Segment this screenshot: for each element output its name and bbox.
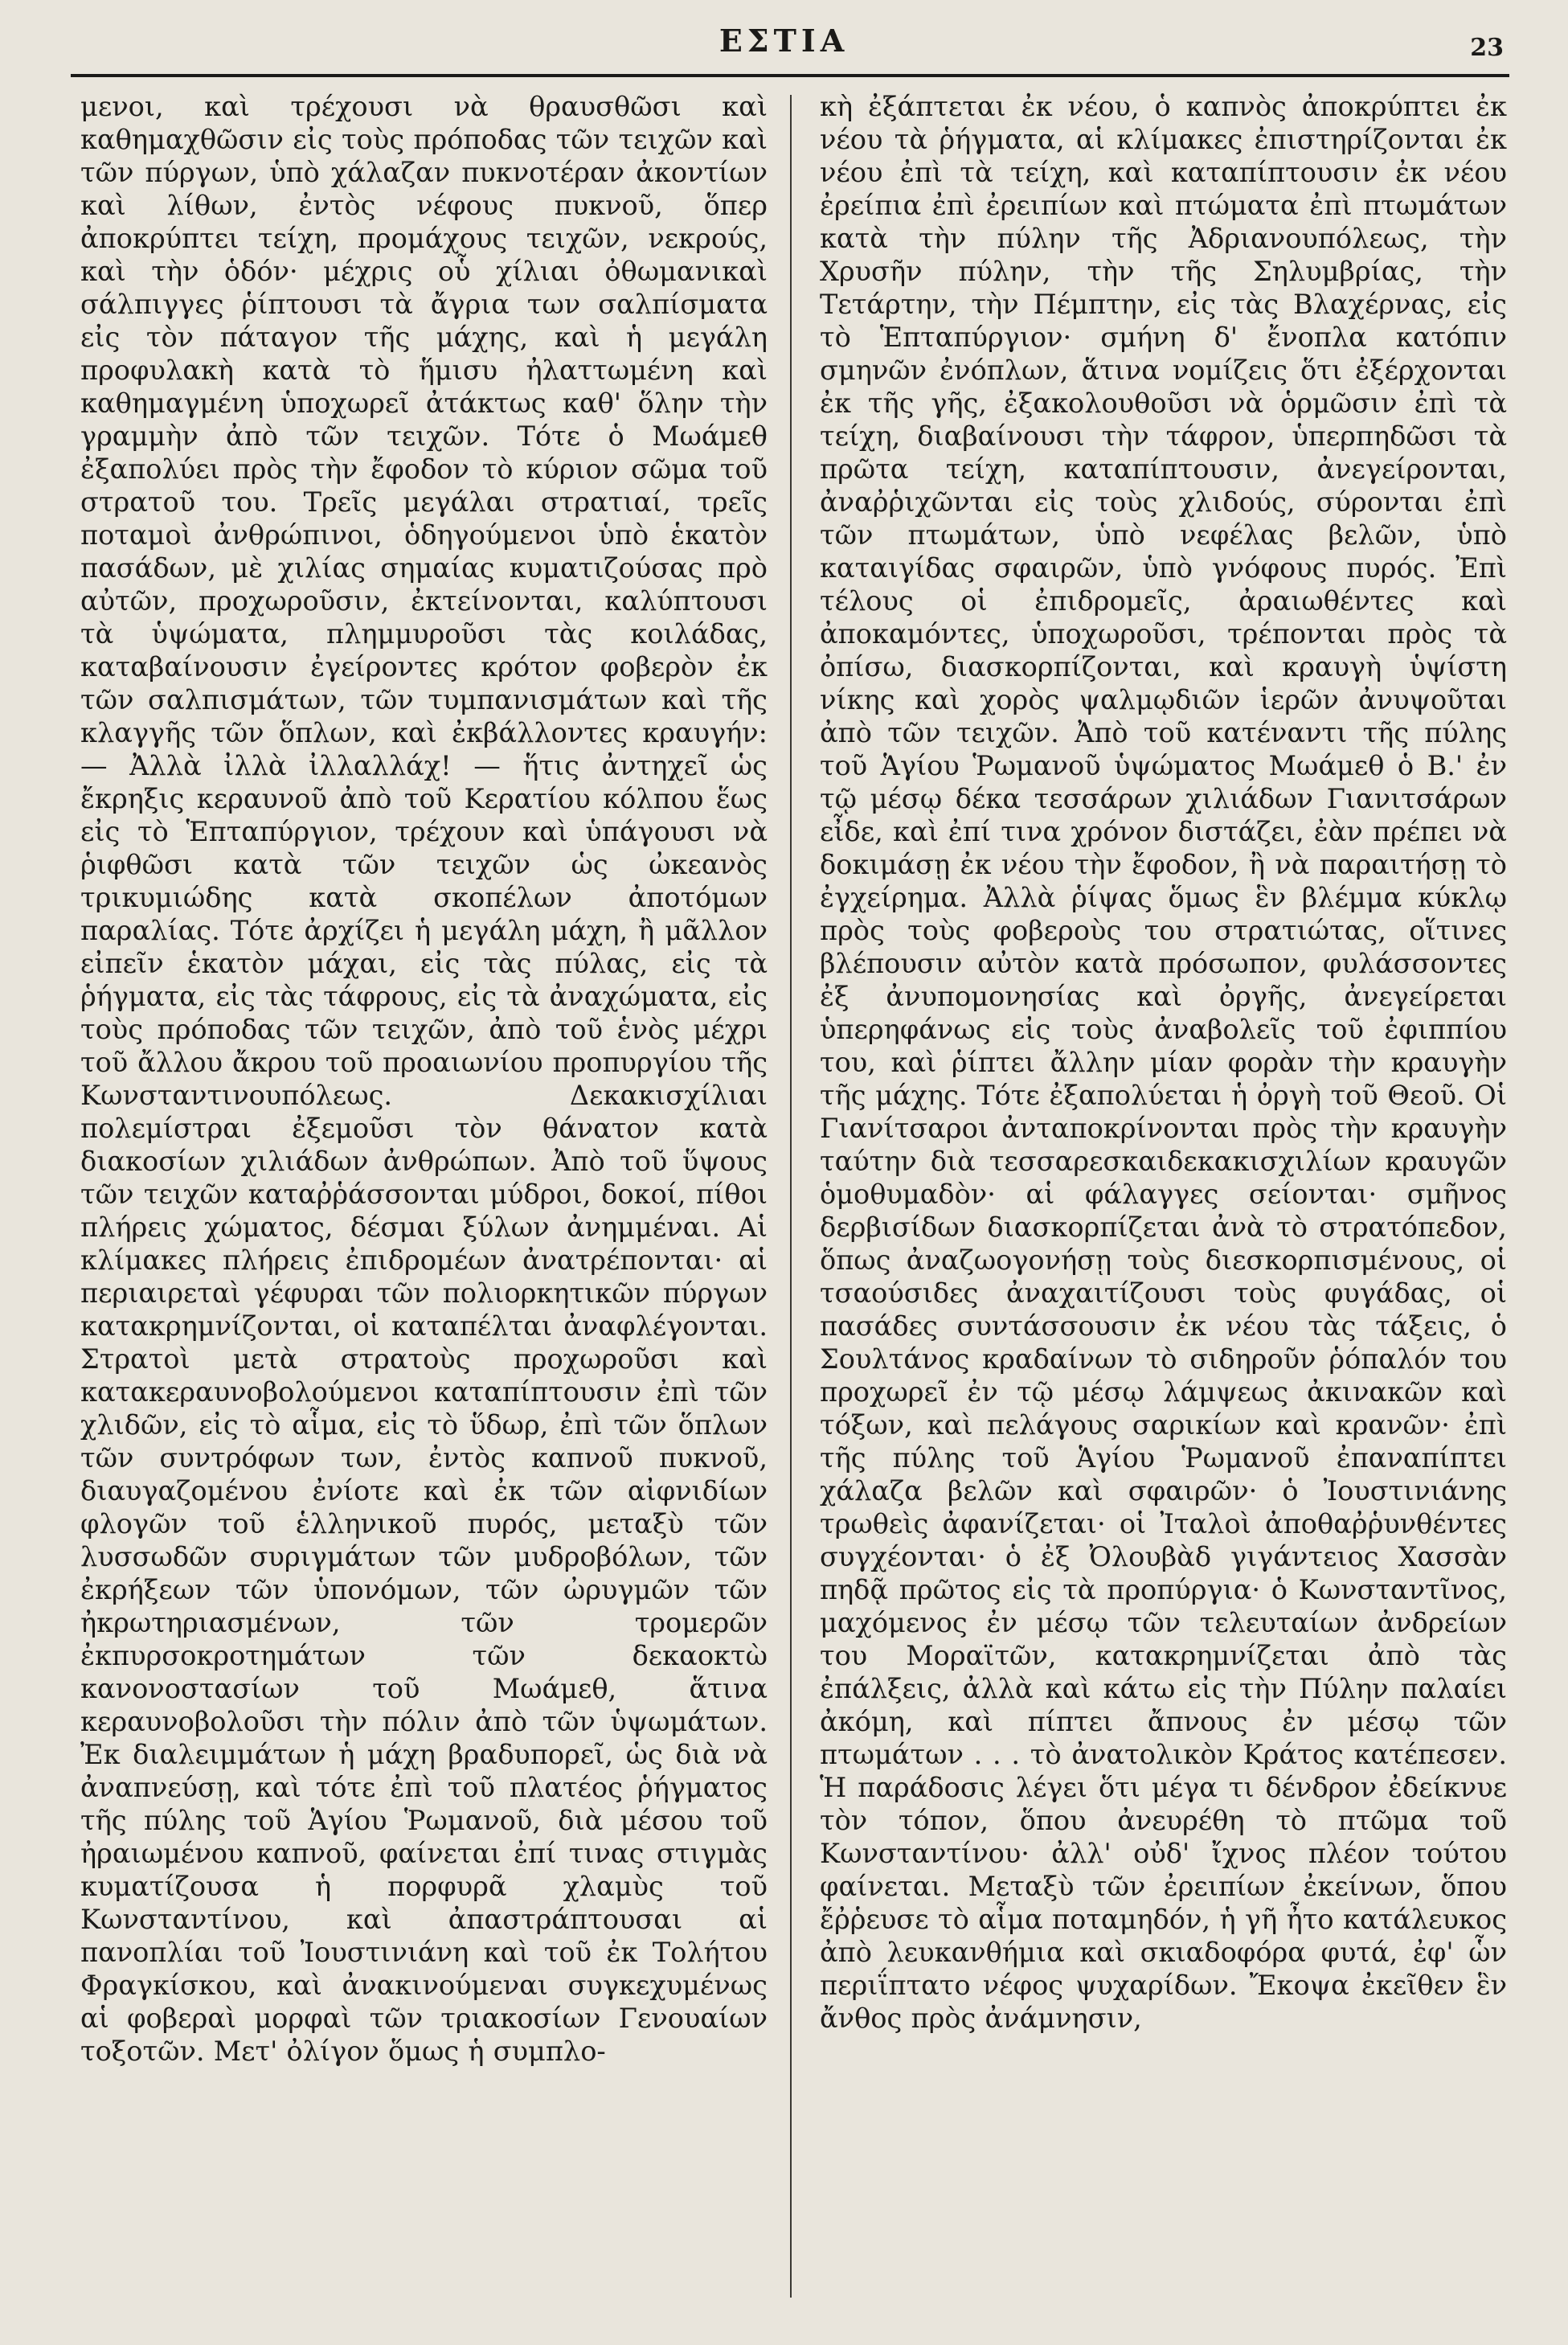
column-divider (790, 95, 792, 2298)
left-column-text: μενοι, καὶ τρέχουσι νὰ θραυσθῶσι καὶ καθημαχθῶσιν εἰς τοὺς πρόποδας τῶν τειχῶν καὶ τῶν πύργων, ὑπὸ χάλαζαν πυκνοτέραν ἀκοντίων καὶ λίθων, ἐντὸς νέφους πυκνοῦ, ὅπερ ἀποκρύπτει τείχη, προμάχους τειχῶν, νεκρούς, καὶ τὴν ὁδόν· μέχρις οὗ χίλιαι ὀθωμανικαὶ σάλπιγγες ῥίπτουσι τὰ ἄγρια των σαλπίσματα εἰς τὸν πάταγον τῆς μάχης, καὶ ἡ μεγάλη προφυλακὴ κατὰ τὸ ἥμισυ ἠλαττωμένη καὶ καθημαγμένη ὑποχωρεῖ ἀτάκτως καθ' ὅλην τὴν γραμμὴν ἀπὸ τῶν τειχῶν. Τότε ὁ Μωάμεθ ἐξαπολύει πρὸς τὴν ἔφοδον τὸ κύριον σῶμα τοῦ στρατοῦ του. Τρεῖς μεγάλαι στρατιαί, τρεῖς ποταμοὶ ἀνθρώπινοι, ὁδηγούμενοι ὑπὸ ἑκατὸν πασάδων, μὲ χιλίας σημαίας κυματιζούσας πρὸ αὐτῶν, προχωροῦσιν, ἐκτείνονται, καλύπτουσι τὰ ὑψώματα, πλημμυροῦσι τὰς κοιλάδας, καταβαίνουσιν ἐγείροντες κρότον φοβερὸν ἐκ τῶν σαλπισμάτων, τῶν τυμπανισμάτων καὶ τῆς κλαγγῆς τῶν ὅπλων, καὶ ἐκβάλλοντες κραυγήν: — Ἀλλὰ ἰλλὰ ἰλλαλλάχ! — ἥτις ἀντηχεῖ ὡς ἔκρηξις κεραυνοῦ ἀπὸ τοῦ Κερατίου κόλπου ἕως εἰς τὸ Ἑπταπύργιον, τρέχουν καὶ ὑπάγουσι νὰ ῥιφθῶσι κατὰ τῶν τειχῶν ὡς ὠκεανὸς τρικυμιώδης κατὰ σκοπέλων ἀποτόμων παραλίας. Τότε ἀρχίζει ἡ μεγάλη μάχη, ἢ μᾶλλον εἰπεῖν ἑκατὸν μάχαι, εἰς τὰς πύλας, εἰς τὰ ῥήγματα, εἰς τὰς τάφρους, εἰς τὰ ἀναχώματα, εἰς τοὺς πρόποδας τῶν τειχῶν, ἀπὸ τοῦ ἑνὸς μέχρι τοῦ ἄλλου ἄκρου τοῦ προαιωνίου προπυργίου τῆς Κωνσταντινουπόλεως. Δεκακισχίλιαι πολεμίστραι ἐξεμοῦσι τὸν θάνατον κατὰ διακοσίων χιλιάδων ἀνθρώπων. Ἀπὸ τοῦ ὕψους τῶν τειχῶν καταῤῥάσσονται μύδροι, δοκοί, πίθοι πλήρεις χώματος, δέσμαι ξύλων ἀνημμέναι. Αἱ κλίμακες πλήρεις ἐπιδρομέων ἀνατρέπονται· αἱ περιαιρεταὶ γέφυραι τῶν πολιορκητικῶν πύργων κατακρημνίζονται, οἱ καταπέλται ἀναφλέγονται. Στρατοὶ μετὰ στρατοὺς προχωροῦσι καὶ κατακεραυνοβολούμενοι καταπίπτουσιν ἐπὶ τῶν χλιδῶν, εἰς τὸ αἷμα, εἰς τὸ ὕδωρ, ἐπὶ τῶν ὅπλων τῶν συντρόφων των, ἐντὸς καπνοῦ πυκνοῦ, διαυγαζομένου ἐνίοτε καὶ ἐκ τῶν αἰφνιδίων φλογῶν τοῦ ἑλληνικοῦ πυρός, μεταξὺ τῶν λυσσωδῶν συριγμάτων τῶν μυδροβόλων, τῶν ἐκρήξεων τῶν ὑπονόμων, τῶν ὠρυγμῶν τῶν ἠκρωτηριασμένων, τῶν τρομερῶν ἐκπυρσοκροτημάτων τῶν δεκαοκτὼ κανονοστασίων τοῦ Μωάμεθ, ἅτινα κεραυνοβολοῦσι τὴν πόλιν ἀπὸ τῶν ὑψωμάτων. Ἐκ διαλειμμάτων ἡ μάχη βραδυπορεῖ, ὡς διὰ νὰ ἀναπνεύσῃ, καὶ τότε ἐπὶ τοῦ πλατέος ῥήγματος τῆς πύλης τοῦ Ἁγίου Ῥωμανοῦ, διὰ μέσου τοῦ ἠραιωμένου καπνοῦ, φαίνεται ἐπί τινας στιγμὰς κυματίζουσα ἡ πορφυρᾶ χλαμὺς τοῦ Κωνσταντίνου, καὶ ἀπαστράπτουσαι αἱ πανοπλίαι τοῦ Ἰουστινιάνη καὶ τοῦ ἐκ Τολήτου Φραγκίσκου, καὶ ἀνακινούμεναι συγκεχυμένως αἱ φοβεραὶ μορφαὶ τῶν τριακοσίων Γενουαίων τοξοτῶν. Μετ' ὀλίγον ὅμως ἡ συμπλο- (80, 91, 768, 2067)
page-number: 23 (1470, 34, 1504, 62)
left-column (80, 90, 768, 2317)
journal-title: ΕΣΤΙΑ (718, 23, 850, 59)
page-header (0, 0, 1568, 72)
header-rule (71, 74, 1509, 77)
right-column (820, 90, 1507, 2317)
right-column-text: κὴ ἐξάπτεται ἐκ νέου, ὁ καπνὸς ἀποκρύπτει ἐκ νέου τὰ ῥήγματα, αἱ κλίμακες ἐπιστηρίζονται ἐκ νέου ἐπὶ τὰ τείχη, καὶ καταπίπτουσιν ἐκ νέου ἐρείπια ἐπὶ ἐρειπίων καὶ πτώματα ἐπὶ πτωμάτων κατὰ τὴν πύλην τῆς Ἀδριανουπόλεως, τὴν Χρυσῆν πύλην, τὴν τῆς Σηλυμβρίας, τὴν Τετάρτην, τὴν Πέμπτην, εἰς τὰς Βλαχέρνας, εἰς τὸ Ἑπταπύργιον· σμήνη δ' ἔνοπλα κατόπιν σμηνῶν ἐνόπλων, ἅτινα νομίζεις ὅτι ἐξέρχονται ἐκ τῆς γῆς, ἐξακολουθοῦσι νὰ ὁρμῶσιν ἐπὶ τὰ τείχη, διαβαίνουσι τὴν τάφρον, ὑπερπηδῶσι τὰ πρῶτα τείχη, καταπίπτουσιν, ἀνεγείρονται, ἀναῤῥιχῶνται εἰς τοὺς χλιδούς, σύρονται ἐπὶ τῶν πτωμάτων, ὑπὸ νεφέλας βελῶν, ὑπὸ καταιγίδας σφαιρῶν, ὑπὸ γνόφους πυρός. Ἐπὶ τέλους οἱ ἐπιδρομεῖς, ἀραιωθέντες καὶ ἀποκαμόντες, ὑποχωροῦσι, τρέπονται πρὸς τὰ ὀπίσω, διασκορπίζονται, καὶ κραυγὴ ὑψίστη νίκης καὶ χορὸς ψαλμῳδιῶν ἱερῶν ἀνυψοῦται ἀπὸ τῶν τειχῶν. Ἀπὸ τοῦ κατέναντι τῆς πύλης τοῦ Ἁγίου Ῥωμανοῦ ὑψώματος Μωάμεθ ὁ Β.' ἐν τῷ μέσῳ δέκα τεσσάρων χιλιάδων Γιανιτσάρων εἶδε, καὶ ἐπί τινα χρόνον διστάζει, ἐὰν πρέπει νὰ δοκιμάσῃ ἐκ νέου τὴν ἔφοδον, ἢ νὰ παραιτήσῃ τὸ ἐγχείρημα. Ἀλλὰ ῥίψας ὅμως ἓν βλέμμα κύκλῳ πρὸς τοὺς φοβεροὺς του στρατιώτας, οἵτινες βλέπουσιν αὐτὸν κατὰ πρόσωπον, φυλάσσοντες ἐξ ἀνυπομονησίας καὶ ὀργῆς, ἀνεγείρεται ὑπερηφάνως εἰς τοὺς ἀναβολεῖς τοῦ ἐφιππίου του, καὶ ῥίπτει ἄλλην μίαν φορὰν τὴν κραυγὴν τῆς μάχης. Τότε ἐξαπολύεται ἡ ὀργὴ τοῦ Θεοῦ. Οἱ Γιανίτσαροι ἀνταποκρίνονται πρὸς τὴν κραυγὴν ταύτην διὰ τεσσαρεσκαιδεκακισχιλίων κραυγῶν ὁμοθυμαδὸν· αἱ φάλαγγες σείονται· σμῆνος δερβισίδων διασκορπίζεται ἀνὰ τὸ στρατόπεδον, ὅπως ἀναζωογονήσῃ τοὺς διεσκορπισμένους, οἱ τσαούσιδες ἀναχαιτίζουσι τοὺς φυγάδας, οἱ πασάδες συντάσσουσιν ἐκ νέου τὰς τάξεις, ὁ Σουλτάνος κραδαίνων τὸ σιδηροῦν ῥόπαλόν του προχωρεῖ ἐν τῷ μέσῳ λάμψεως ἀκινακῶν καὶ τόξων, καὶ πελάγους σαρικίων καὶ κρανῶν· ἐπὶ τῆς πύλης τοῦ Ἁγίου Ῥωμανοῦ ἐπαναπίπτει χάλαζα βελῶν καὶ σφαιρῶν· ὁ Ἰουστινιάνης τρωθεὶς ἀφανίζεται· οἱ Ἰταλοὶ ἀποθαῤῥυνθέντες συγχέονται· ὁ ἐξ Ὀλουβὰδ γιγάντειος Χασσὰν πηδᾷ πρῶτος εἰς τὰ προπύργια· ὁ Κωνσταντῖνος, μαχόμενος ἐν μέσῳ τῶν τελευταίων ἀνδρείων του Μοραϊτῶν, κατακρημνίζεται ἀπὸ τὰς ἐπάλξεις, ἀλλὰ καὶ κάτω εἰς τὴν Πύλην παλαίει ἀκόμη, καὶ πίπτει ἄπνους ἐν μέσῳ τῶν πτωμάτων . . . τὸ ἀνατολικὸν Κράτος κατέπεσεν. Ἡ παράδοσις λέγει ὅτι μέγα τι δένδρον ἐδείκνυε τὸν τόπον, ὅπου ἀνευρέθη τὸ πτῶμα τοῦ Κωνσταντίνου· ἀλλ' οὐδ' ἴχνος πλέον τούτου φαίνεται. Μεταξὺ τῶν ἐρειπίων ἐκείνων, ὅπου ἔῤῥευσε τὸ αἷμα ποταμηδόν, ἡ γῆ ἦτο κατάλευκος ἀπὸ λευκανθήμια καὶ σκιαδοφόρα φυτά, ἐφ' ὧν περιΐπτατο νέφος ψυχαρίδων. Ἔκοψα ἐκεῖθεν ἓν ἄνθος πρὸς ἀνάμνησιν, (820, 91, 1507, 2034)
